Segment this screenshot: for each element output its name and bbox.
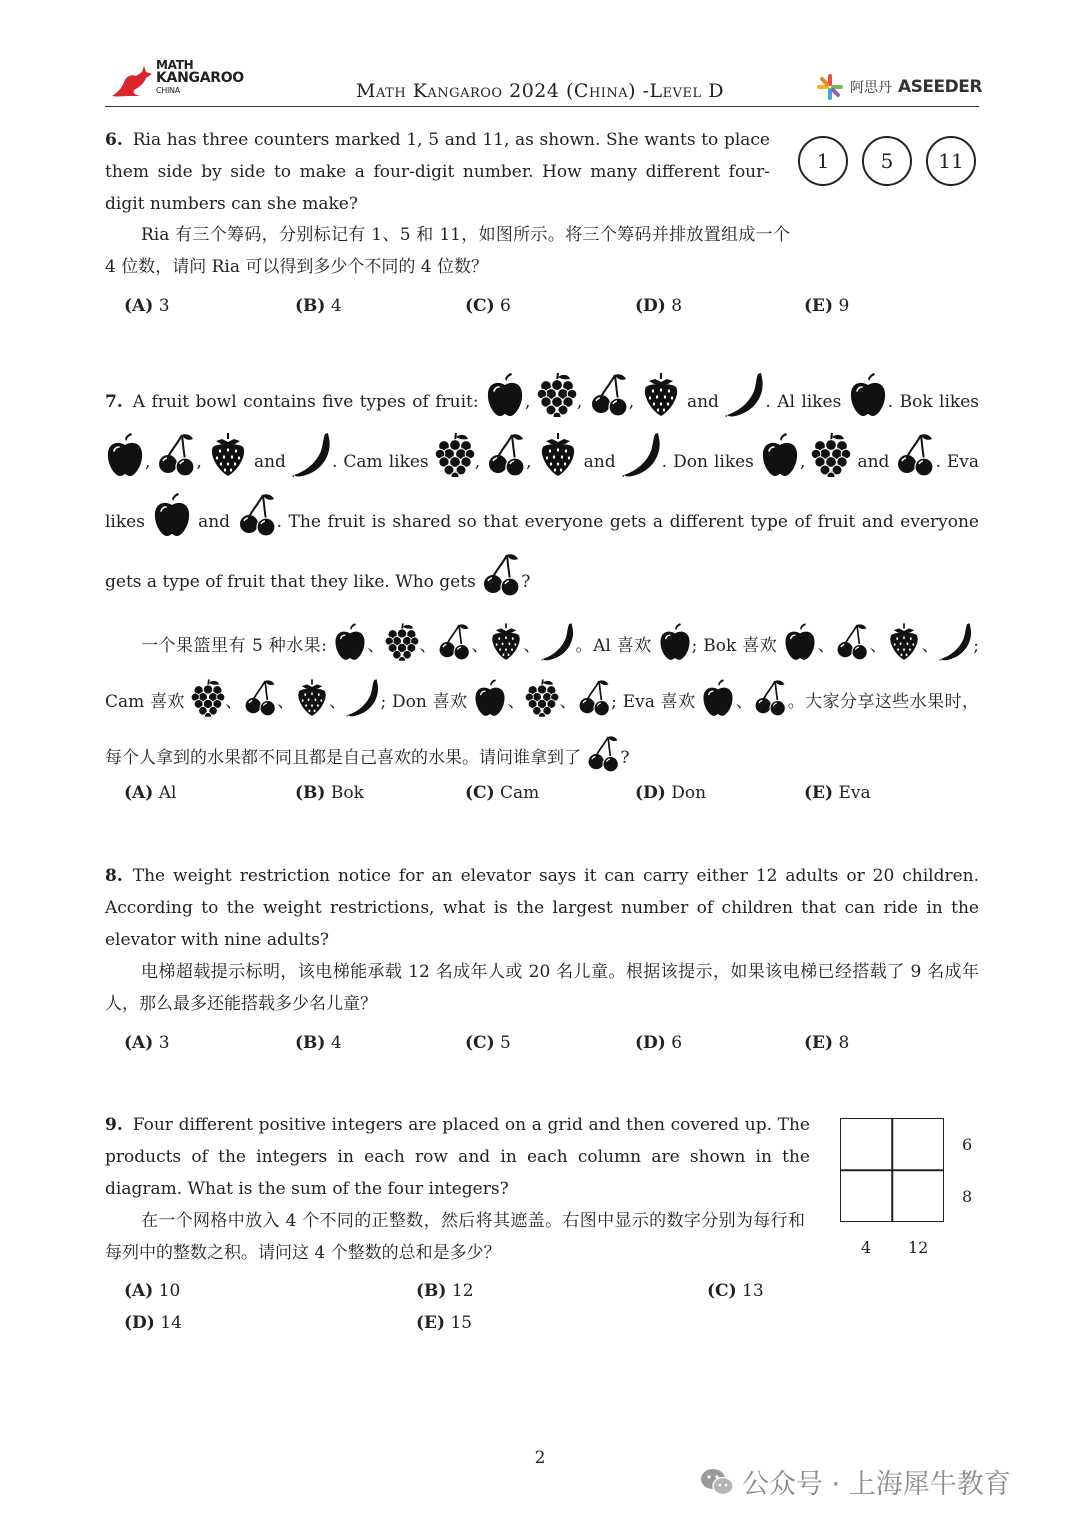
strawberry-icon (489, 623, 523, 661)
logo-line3: CHINA (156, 86, 180, 95)
apple-icon (760, 433, 800, 477)
banana-icon (346, 679, 380, 717)
cherry-icon (437, 623, 471, 661)
counter-11: 11 (926, 136, 976, 186)
question-6-en: 6. Ria has three counters marked 1, 5 and 11, as shown. She wants to place them side by side to make a four-digit number. How many different four-digit numbers can she make? (105, 130, 770, 214)
option-d[interactable]: (D) 14 (124, 1313, 182, 1333)
grapes-icon (385, 623, 419, 661)
text-run: ; Bok 喜欢 (691, 636, 784, 656)
cherry-icon (486, 433, 526, 477)
option-e[interactable]: (E) Eva (804, 783, 871, 803)
option-d[interactable]: (D) 8 (635, 296, 683, 316)
text-run: , (576, 392, 589, 412)
text-run: . Al likes (765, 392, 848, 412)
text-run: . Bok likes (887, 392, 980, 412)
strawberry-icon (641, 373, 681, 417)
apple-icon (848, 373, 888, 417)
question-9-en: 9. Four different positive integers are placed on a grid and then covered up. The products of the integers in each row and in each column are shown in the diagram. What is the sum of the four integers? (105, 1115, 810, 1199)
banana-icon (725, 373, 765, 417)
text-run: and (247, 452, 292, 472)
text-run: , (474, 452, 487, 472)
text-run: 、 (817, 636, 836, 656)
product-grid (840, 1118, 944, 1222)
text-run: , (196, 452, 208, 472)
option-a[interactable]: (A) Al (124, 783, 177, 803)
grapes-icon (525, 679, 559, 717)
text-run: 。Al 喜欢 (575, 636, 658, 656)
apple-icon (333, 623, 367, 661)
option-a[interactable]: (A) 10 (124, 1281, 181, 1301)
question-6-cn: Ria 有三个筹码，分别标记有 1、5 和 11，如图所示。将三个筹码并排放置组成一个 4 位数，请问 Ria 可以得到多少个不同的 4 位数？ (105, 225, 790, 277)
option-e[interactable]: (E) 9 (804, 296, 850, 316)
apple-icon (473, 679, 507, 717)
cherry-icon (577, 679, 611, 717)
apple-icon (701, 679, 735, 717)
question-7-en-text (105, 392, 979, 592)
text-run: 、 (523, 636, 542, 656)
option-b[interactable]: (B) 4 (295, 1033, 342, 1053)
option-d[interactable]: (D) 6 (635, 1033, 683, 1053)
strawberry-icon (538, 433, 578, 477)
cherry-icon (753, 679, 787, 717)
question-7-cn-text (105, 618, 979, 786)
counter-1: 1 (798, 136, 848, 186)
grapes-icon (811, 433, 851, 477)
text-run: 一个果篮里有 5 种水果: (141, 636, 333, 656)
header-rule (105, 106, 979, 107)
strawberry-icon (887, 623, 921, 661)
partner-cn: 阿思丹 (850, 80, 892, 96)
cherry-icon (586, 735, 620, 773)
question-8-number: 8. (105, 866, 123, 886)
text-run: , (628, 392, 641, 412)
aseeder-logo (816, 72, 982, 102)
col-product-2: 12 (908, 1238, 929, 1257)
question-9-number: 9. (105, 1115, 123, 1135)
text-run: and (191, 512, 237, 532)
option-c[interactable]: (C) 13 (707, 1281, 764, 1301)
text-run: . Eva likes (105, 452, 980, 532)
option-b[interactable]: (B) Bok (295, 783, 364, 803)
partner-en: ASEEDER (898, 77, 982, 97)
row-product-2: 8 (962, 1187, 973, 1206)
text-run: ? (620, 748, 630, 768)
option-c[interactable]: (C) 6 (465, 296, 511, 316)
page-header-title: Math Kangaroo 2024 (China) -Level D (356, 80, 724, 102)
option-a[interactable]: (A) 3 (124, 296, 170, 316)
cherry-icon (481, 553, 521, 597)
banana-icon (292, 433, 332, 477)
logo-line2: KANGAROO (156, 70, 244, 86)
question-6-number: 6. (105, 130, 123, 150)
question-7-cn (105, 618, 979, 786)
text-run: and (851, 452, 896, 472)
text-run: . Don likes (661, 452, 760, 472)
text-run: and (577, 452, 622, 472)
cherry-icon (237, 493, 277, 537)
text-run: . The fruit is shared so that everyone gets a different type of fruit and everyone gets a type of fruit that they like. Who gets (105, 512, 979, 592)
banana-icon (939, 623, 973, 661)
question-7-en (105, 372, 979, 612)
grapes-icon (435, 433, 475, 477)
cherry-icon (243, 679, 277, 717)
text-run: 、 (470, 636, 490, 656)
text-run: , (799, 452, 812, 472)
question-8-en: 8. The weight restriction notice for an elevator says it can carry either 12 adults or 20 children. According to the weight restrictions, what is the largest number of children that can ride in the elevator with nine adults? (105, 866, 979, 950)
text-run: 、 (418, 636, 437, 656)
option-e[interactable]: (E) 8 (804, 1033, 850, 1053)
text-run: 、 (366, 636, 385, 656)
apple-icon (485, 373, 525, 417)
question-9-cn: 在一个网格中放入 4 个不同的正整数，然后将其遮盖。右图中显示的数字分别为每行和每列中的整数之积。请问这 4 个整数的总和是多少？ (105, 1211, 805, 1263)
apple-icon (658, 623, 692, 661)
banana-icon (622, 433, 662, 477)
banana-icon (541, 623, 575, 661)
text-run: ; Eva 喜欢 (611, 692, 702, 712)
cherry-icon (156, 433, 196, 477)
text-run: 、 (869, 636, 888, 656)
text-run: , (145, 452, 157, 472)
question-8-cn: 电梯超载提示标明，该电梯能承载 12 名成年人或 20 名儿童。根据该提示，如果该电梯已经搭载了 9 名成年人，那么最多还能搭载多少名儿童？ (105, 962, 979, 1014)
grapes-icon (191, 679, 225, 717)
col-product-1: 4 (861, 1238, 872, 1257)
text-run: , (526, 452, 538, 472)
apple-icon (152, 493, 192, 537)
grapes-icon (537, 373, 577, 417)
page-number: 2 (534, 1448, 546, 1468)
text-run: 、 (328, 692, 347, 712)
aseeder-star-icon (816, 73, 844, 101)
cherry-icon (835, 623, 869, 661)
option-c[interactable]: (C) Cam (465, 783, 540, 803)
apple-icon (105, 433, 145, 477)
text-run: 、 (276, 692, 295, 712)
apple-icon (783, 623, 817, 661)
text-run: . Cam likes (331, 452, 435, 472)
counter-5: 5 (862, 136, 912, 186)
text-run: 、 (559, 692, 578, 712)
wechat-icon (700, 1467, 734, 1497)
watermark: 公众号 · 上海犀牛教育 (700, 1462, 1011, 1501)
text-run: 、 (735, 692, 754, 712)
text-run: ; Don 喜欢 (380, 692, 474, 712)
option-b[interactable]: (B) 12 (416, 1281, 474, 1301)
text-run: ; Cam 喜欢 (105, 636, 980, 712)
strawberry-icon (208, 433, 248, 477)
text-run: and (680, 392, 726, 412)
question-7-number: 7. (105, 392, 123, 412)
text-run: 、 (507, 692, 526, 712)
logo-line1: MATH (156, 58, 194, 72)
text-run: 。大家分享这些水果时，每个人拿到的水果都不同且都是自己喜欢的水果。请问谁拿到了 (105, 692, 980, 768)
option-c[interactable]: (C) 5 (465, 1033, 511, 1053)
text-run: 、 (921, 636, 940, 656)
cherry-icon (589, 373, 629, 417)
row-product-1: 6 (962, 1135, 973, 1154)
text-run: , (525, 392, 537, 412)
option-a[interactable]: (A) 3 (124, 1033, 170, 1053)
text-run: ? (521, 572, 531, 592)
strawberry-icon (295, 679, 329, 717)
option-e[interactable]: (E) 15 (416, 1313, 473, 1333)
text-run: 、 (224, 692, 243, 712)
text-run: A fruit bowl contains five types of fruit: (132, 392, 485, 412)
option-b[interactable]: (B) 4 (295, 296, 342, 316)
option-d[interactable]: (D) Don (635, 783, 707, 803)
cherry-icon (895, 433, 935, 477)
